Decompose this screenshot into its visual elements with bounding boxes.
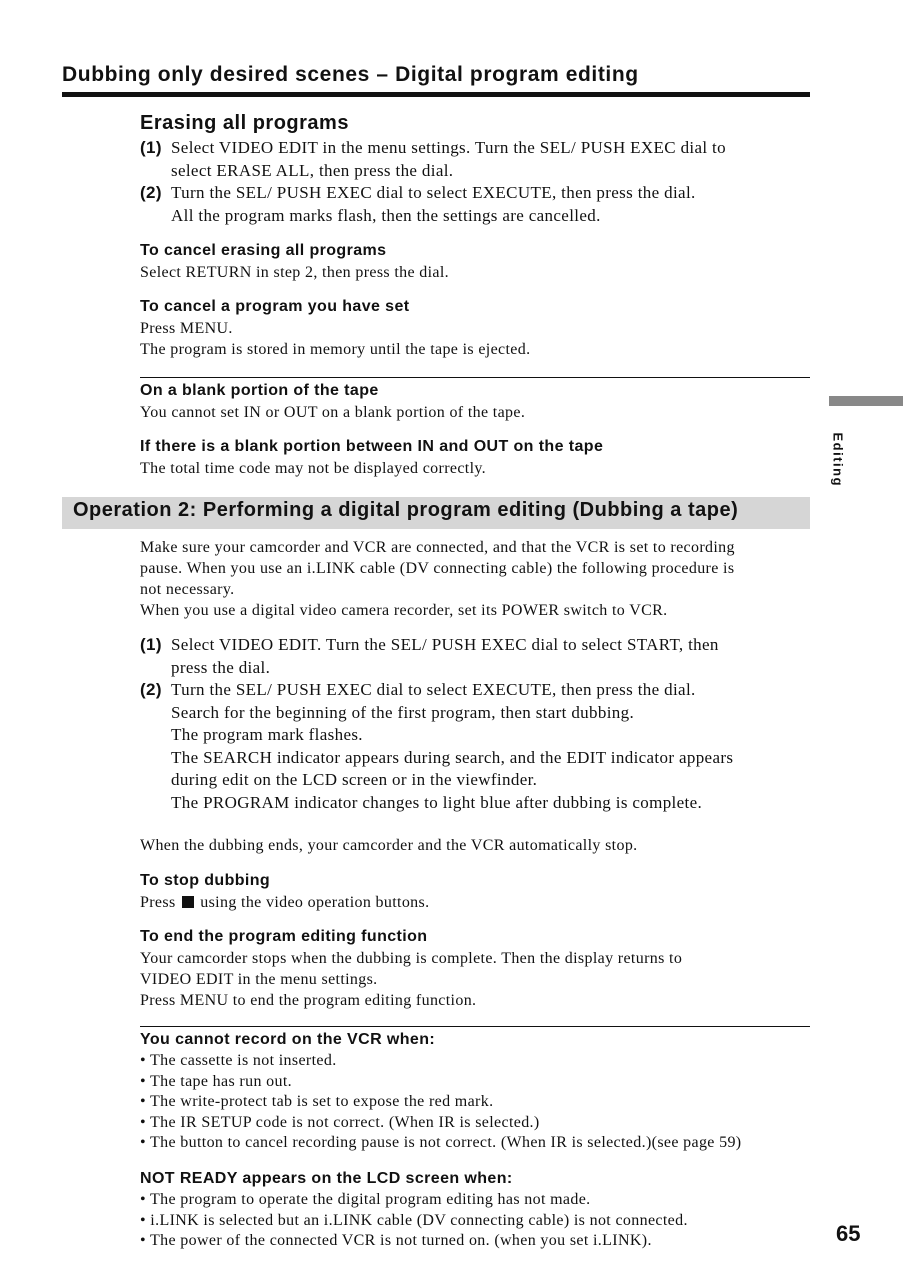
intro-line: Make sure your camcorder and VCR are connected, and that the VCR is set to recording [140, 539, 735, 556]
operation2-step-2 [140, 679, 820, 814]
notes-divider [140, 1026, 810, 1027]
side-tab-marker [829, 396, 903, 406]
stop-dubbing-heading: To stop dubbing [140, 872, 271, 889]
step-number: (2) [140, 680, 162, 699]
step-number: (1) [140, 635, 162, 654]
stop-text-before: Press [140, 894, 176, 911]
body-line [140, 892, 820, 913]
step-number: (2) [140, 183, 162, 202]
page-title: Dubbing only desired scenes – Digital program editing [62, 63, 639, 86]
notes-divider [140, 377, 810, 378]
not-ready-heading: NOT READY appears on the LCD screen when: [140, 1170, 513, 1187]
operation2-title: Operation 2: Performing a digital program editing (Dubbing a tape) [73, 499, 739, 521]
bullet-item: • The button to cancel recording pause is not correct. (When IR is selected.)(see page 59) [140, 1134, 742, 1151]
body-line: Press MENU. [140, 320, 233, 337]
bullet-item: • The cassette is not inserted. [140, 1052, 337, 1069]
title-rule [62, 92, 810, 97]
dubbing-end-note [140, 835, 820, 856]
bullet-item: • The program to operate the digital program editing has not made. [140, 1191, 591, 1208]
stop-dubbing-section [140, 872, 820, 913]
body-line: The program is stored in memory until the tape is ejected. [140, 341, 531, 358]
body-line: You cannot set IN or OUT on a blank portion of the tape. [140, 404, 526, 421]
stop-icon [182, 896, 194, 908]
cannot-record-heading: You cannot record on the VCR when: [140, 1031, 436, 1048]
bullet-item: • The IR SETUP code is not correct. (When IR is selected.) [140, 1113, 540, 1131]
erasing-step-2 [140, 182, 820, 227]
operation2-steps [140, 634, 820, 814]
intro-line: pause. When you use an i.LINK cable (DV connecting cable) the following procedure is [140, 560, 735, 577]
erasing-all-section [140, 112, 820, 227]
body-line: Select RETURN in step 2, then press the dial. [140, 264, 450, 281]
step-line: Select VIDEO EDIT in the menu settings. Turn the SEL/ PUSH EXEC dial to [171, 138, 726, 157]
blank-portion-note [140, 382, 820, 423]
erasing-all-heading: Erasing all programs [140, 112, 349, 134]
side-tab-label: Editing [830, 432, 846, 488]
intro-line: When you use a digital video camera recorder, set its POWER switch to VCR. [140, 602, 668, 619]
step-line: Select VIDEO EDIT. Turn the SEL/ PUSH EXEC dial to select START, then [171, 635, 719, 654]
operation2-step-1 [140, 634, 820, 679]
stop-text-after: using the video operation buttons. [200, 894, 430, 911]
step-line: during edit on the LCD screen or in the viewfinder. [171, 770, 538, 789]
erasing-step-1 [140, 137, 820, 182]
step-line: press the dial. [171, 657, 271, 677]
body-line: The total time code may not be displayed correctly. [140, 460, 487, 477]
cancel-erasing-heading: To cancel erasing all programs [140, 242, 387, 259]
cancel-program-section [140, 298, 820, 360]
body-line: Press MENU to end the program editing function. [140, 992, 477, 1009]
body-line: When the dubbing ends, your camcorder and the VCR automatically stop. [140, 837, 638, 854]
step-line: Turn the SEL/ PUSH EXEC dial to select EXECUTE, then press the dial. [171, 183, 696, 202]
step-number: (1) [140, 138, 162, 157]
operation2-intro [140, 537, 820, 621]
end-editing-heading: To end the program editing function [140, 928, 428, 945]
end-editing-section [140, 928, 820, 1011]
step-line: The program mark flashes. [171, 725, 363, 744]
bullet-item: • The power of the connected VCR is not turned on. (when you set i.LINK). [140, 1232, 652, 1249]
step-line: select ERASE ALL, then press the dial. [171, 160, 454, 180]
step-line: The PROGRAM indicator changes to light blue after dubbing is complete. [171, 792, 703, 812]
cannot-record-note [140, 1031, 820, 1154]
step-line: All the program marks flash, then the settings are cancelled. [171, 205, 601, 225]
body-line: Your camcorder stops when the dubbing is complete. Then the display returns to [140, 950, 683, 967]
bullet-item: • The tape has run out. [140, 1072, 292, 1090]
bullet-item: • The write-protect tab is set to expose the red mark. [140, 1093, 494, 1110]
bullet-item: • i.LINK is selected but an i.LINK cable (DV connecting cable) is not connected. [140, 1211, 688, 1229]
blank-portion-heading: On a blank portion of the tape [140, 382, 379, 399]
blank-between-note [140, 438, 820, 479]
body-line: VIDEO EDIT in the menu settings. [140, 971, 378, 988]
step-line: The SEARCH indicator appears during search, and the EDIT indicator appears [171, 747, 734, 767]
cancel-erasing-section [140, 242, 820, 283]
page-number: 65 [836, 1221, 861, 1246]
blank-between-heading: If there is a blank portion between IN and OUT on the tape [140, 438, 604, 455]
not-ready-note [140, 1170, 820, 1252]
step-line: Turn the SEL/ PUSH EXEC dial to select EXECUTE, then press the dial. [171, 680, 696, 699]
step-line: Search for the beginning of the first program, then start dubbing. [171, 702, 635, 722]
cancel-program-heading: To cancel a program you have set [140, 298, 410, 315]
intro-line: not necessary. [140, 581, 235, 598]
